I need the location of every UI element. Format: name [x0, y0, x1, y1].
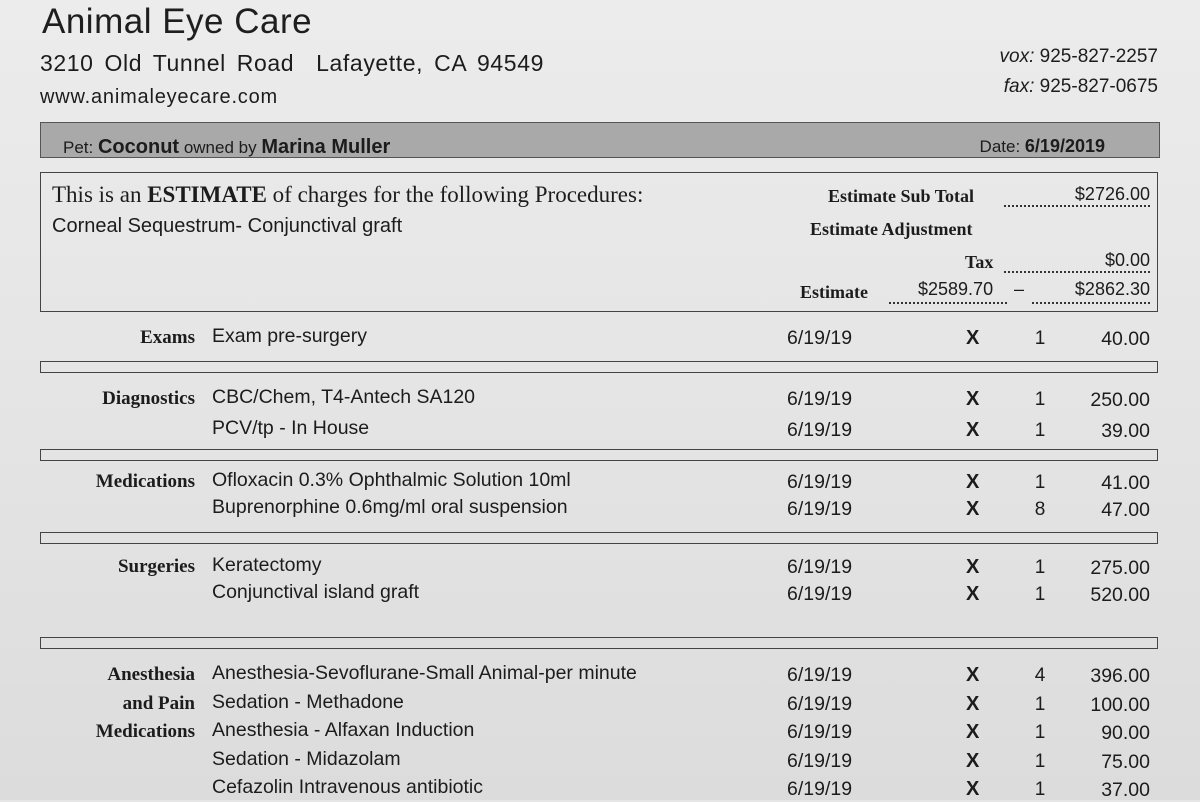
item-description: Conjunctival island graft — [212, 581, 420, 603]
section-divider — [40, 449, 1158, 461]
item-date: 6/19/19 — [787, 388, 853, 410]
estimate-date — [980, 136, 1105, 157]
item-mark: X — [966, 749, 980, 772]
item-mark: X — [966, 327, 980, 349]
date-label: Date: — [979, 137, 1021, 156]
estimate-label: Estimate — [800, 282, 868, 302]
item-amount: 90.00 — [1101, 722, 1150, 744]
sub-total-label: Estimate Sub Total — [828, 186, 975, 206]
item-date: 6/19/19 — [787, 327, 853, 349]
category-label: and Pain — [122, 692, 195, 714]
item-date: 6/19/19 — [787, 583, 853, 605]
item-date: 6/19/19 — [787, 749, 853, 772]
item-date: 6/19/19 — [787, 778, 853, 800]
fax-number: 925-827-0675 — [1039, 76, 1158, 97]
item-date: 6/19/19 — [787, 692, 853, 715]
category-label: Medications — [95, 721, 195, 742]
category-label: Exams — [140, 327, 195, 348]
section-divider — [40, 532, 1158, 544]
item-quantity: 1 — [1034, 722, 1046, 743]
item-mark: X — [966, 471, 980, 493]
item-description: Ofloxacin 0.3% Ophthalmic Solution 10ml — [212, 469, 571, 491]
item-mark: X — [966, 498, 980, 520]
item-mark: X — [966, 556, 980, 578]
item-quantity: 8 — [1034, 499, 1046, 520]
item-description: Sedation - Methadone — [212, 690, 404, 713]
item-amount: 250.00 — [1090, 389, 1150, 411]
procedure-name: Corneal Sequestrum- Conjunctival graft — [52, 215, 403, 237]
item-date: 6/19/19 — [787, 721, 853, 743]
item-date: 6/19/19 — [787, 556, 853, 578]
item-quantity: 1 — [1034, 557, 1046, 578]
sub-total-value: $2726.00 — [1074, 184, 1150, 204]
item-quantity: 1 — [1034, 472, 1046, 493]
item-amount: 39.00 — [1101, 420, 1150, 442]
estimate-intro — [52, 182, 643, 208]
pet-owner-line — [63, 136, 390, 159]
item-amount: 275.00 — [1090, 557, 1150, 579]
item-quantity: 1 — [1034, 328, 1046, 349]
owner-name: Marina Muller — [261, 136, 391, 158]
vox-number: 925-827-2257 — [1039, 46, 1158, 67]
pet-label: Pet: — [63, 138, 94, 157]
estimate-low-value: $2589.70 — [918, 279, 994, 299]
intro-estimate-word: ESTIMATE — [147, 182, 267, 207]
item-description: PCV/tp - In House — [212, 417, 370, 439]
item-mark: X — [966, 388, 980, 410]
item-date: 6/19/19 — [787, 498, 853, 520]
item-date: 6/19/19 — [787, 664, 853, 686]
item-amount: 40.00 — [1101, 328, 1150, 350]
item-amount: 37.00 — [1101, 779, 1150, 801]
vox-label: vox: — [999, 46, 1035, 67]
section-divider — [40, 637, 1158, 649]
item-mark: X — [966, 419, 980, 441]
clinic-fax — [1004, 76, 1158, 98]
item-quantity: 4 — [1034, 665, 1046, 686]
item-mark: X — [966, 583, 980, 605]
item-amount: 100.00 — [1090, 693, 1150, 716]
item-description: Keratectomy — [212, 554, 322, 576]
item-description: CBC/Chem, T4-Antech SA120 — [212, 386, 476, 408]
category-label: Anesthesia — [107, 664, 195, 685]
pet-name: Coconut — [97, 136, 180, 158]
item-date: 6/19/19 — [787, 419, 853, 441]
item-description: Sedation - Midazolam — [212, 747, 401, 770]
item-amount: 396.00 — [1090, 665, 1150, 687]
pet-banner — [40, 122, 1160, 158]
item-quantity: 1 — [1034, 693, 1046, 715]
clinic-website: www.animaleyecare.com — [40, 86, 278, 108]
item-amount: 520.00 — [1090, 584, 1150, 606]
intro-prefix: This is an — [52, 182, 142, 207]
clinic-address: 3210 Old Tunnel Road Lafayette, CA 94549 — [40, 50, 544, 76]
category-label: Diagnostics — [102, 388, 195, 409]
item-description: Anesthesia-Sevoflurane-Small Animal-per minute — [212, 662, 637, 684]
section-divider — [40, 361, 1158, 373]
clinic-phone — [1000, 46, 1158, 68]
intro-suffix: of charges for the following Procedures: — [272, 182, 644, 207]
tax-label: Tax — [965, 252, 994, 272]
item-amount: 47.00 — [1101, 499, 1150, 521]
item-mark: X — [966, 778, 980, 800]
category-label: Surgeries — [117, 556, 195, 577]
item-quantity: 1 — [1034, 750, 1046, 772]
item-amount: 41.00 — [1101, 472, 1150, 494]
item-mark: X — [966, 664, 980, 686]
category-label: Medications — [95, 471, 195, 492]
item-description: Exam pre-surgery — [212, 325, 367, 347]
item-mark: X — [966, 692, 980, 715]
item-quantity: 1 — [1034, 779, 1046, 800]
item-mark: X — [966, 721, 980, 743]
item-description: Buprenorphine 0.6mg/ml oral suspension — [212, 496, 568, 518]
estimate-high-value: $2862.30 — [1074, 279, 1150, 299]
item-description: Anesthesia - Alfaxan Induction — [212, 719, 475, 741]
clinic-name: Animal Eye Care — [42, 2, 313, 41]
tax-value: $0.00 — [1104, 250, 1150, 270]
date-value: 6/19/2019 — [1024, 136, 1105, 156]
item-quantity: 1 — [1034, 389, 1046, 410]
item-quantity: 1 — [1034, 420, 1046, 441]
item-amount: 75.00 — [1101, 750, 1150, 773]
estimate-range-dash: – — [1014, 279, 1025, 299]
item-date: 6/19/19 — [787, 471, 853, 493]
adjustment-label: Estimate Adjustment — [810, 219, 973, 239]
item-quantity: 1 — [1034, 584, 1046, 605]
item-description: Cefazolin Intravenous antibiotic — [212, 776, 483, 798]
owned-by-text: owned by — [183, 138, 257, 157]
fax-label: fax: — [1003, 76, 1035, 97]
